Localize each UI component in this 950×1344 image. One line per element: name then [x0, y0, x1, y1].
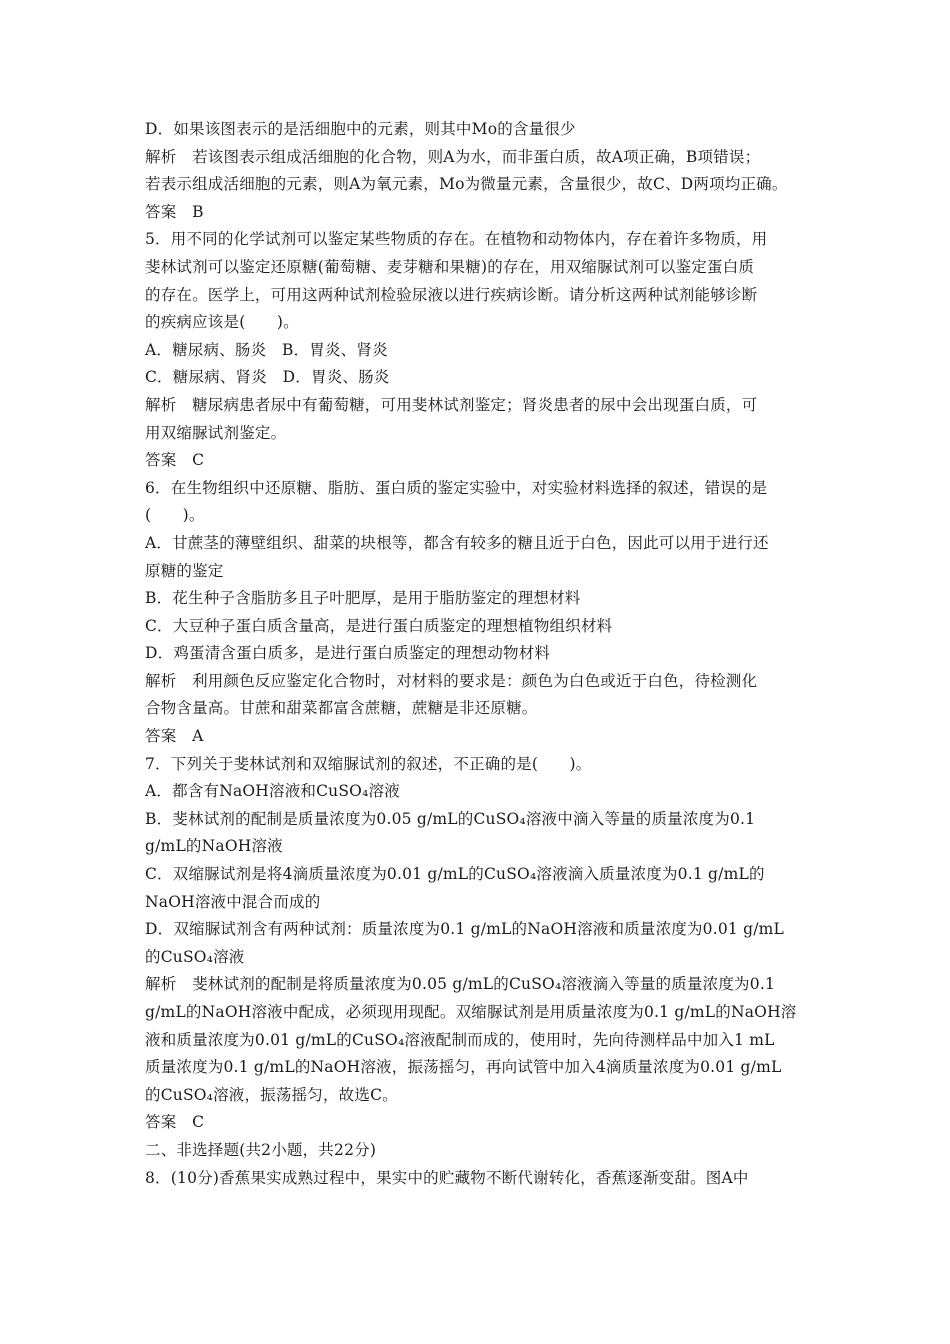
- option-line: C．大豆种子蛋白质含量高，是进行蛋白质鉴定的理想植物组织材料: [145, 616, 613, 635]
- text-line: 的CuSO₄溶液: [145, 947, 245, 966]
- text-line: 若表示组成活细胞的元素，则A为氧元素，Mo为微量元素，含量很少，故C、D两项均正确。: [145, 175, 788, 194]
- question-7-line: 7．下列关于斐林试剂和双缩脲试剂的叙述，不正确的是( )。: [145, 754, 592, 773]
- answer-line: 答案 B: [145, 202, 204, 221]
- option-line: B．斐林试剂的配制是质量浓度为0.05 g/mL的CuSO₄溶液中滴入等量的质量浓度为0.1: [145, 809, 756, 828]
- text-line: NaOH溶液中混合而成的: [145, 892, 321, 911]
- option-line: B．花生种子含脂肪多且子叶肥厚，是用于脂肪鉴定的理想材料: [145, 589, 581, 608]
- text-line: 质量浓度为0.1 g/mL的NaOH溶液，振荡摇匀，再向试管中加入4滴质量浓度为0.01 g/mL: [145, 1058, 782, 1077]
- text-line: 用双缩脲试剂鉴定。: [145, 423, 287, 442]
- text-line: D．如果该图表示的是活细胞中的元素，则其中Mo的含量很少: [145, 120, 576, 138]
- analysis-line: 解析 利用颜色反应鉴定化合物时，对材料的要求是：颜色为白色或近于白色，待检测化: [145, 671, 758, 690]
- text-line: 合物含量高。甘蔗和甜菜都富含蔗糖，蔗糖是非还原糖。: [145, 699, 538, 718]
- option-line: C．糖尿病、肾炎 D．胃炎、肠炎: [145, 368, 390, 387]
- text-line: 原糖的鉴定: [145, 561, 224, 580]
- option-line: D．双缩脲试剂含有两种试剂：质量浓度为0.1 g/mL的NaOH溶液和质量浓度为0.01 g/mL: [145, 920, 785, 939]
- text-line: 的存在。医学上，可用这两种试剂检验尿液以进行疾病诊断。请分析这两种试剂能够诊断: [145, 285, 758, 304]
- question-5-line: 5．用不同的化学试剂可以鉴定某些物质的存在。在植物和动物体内，存在着许多物质，用: [145, 230, 768, 249]
- option-line: A．甘蔗茎的薄壁组织、甜菜的块根等，都含有较多的糖且近于白色，因此可以用于进行还: [145, 533, 769, 552]
- answer-line: 答案 C: [145, 451, 205, 470]
- option-line: A．都含有NaOH溶液和CuSO₄溶液: [145, 782, 400, 801]
- answer-line: 答案 C: [145, 1113, 205, 1132]
- option-line: D．鸡蛋清含蛋白质多，是进行蛋白质鉴定的理想动物材料: [145, 644, 551, 663]
- text-line: 的CuSO₄溶液，振荡摇匀，故选C。: [145, 1085, 398, 1104]
- analysis-line: 解析 糖尿病患者尿中有葡萄糖，可用斐林试剂鉴定；肾炎患者的尿中会出现蛋白质，可: [145, 395, 758, 414]
- text-line: g/mL的NaOH溶液: [145, 837, 283, 856]
- option-line: C．双缩脲试剂是将4滴质量浓度为0.01 g/mL的CuSO₄溶液滴入质量浓度为0.1 g/mL的: [145, 865, 765, 884]
- text-line: 解析 若该图表示组成活细胞的化合物，则A为水，而非蛋白质，故A项正确，B项错误；: [145, 147, 761, 166]
- question-6-line: 6．在生物组织中还原糖、脂肪、蛋白质的鉴定实验中，对实验材料选择的叙述，错误的是: [145, 478, 768, 497]
- text-line: g/mL的NaOH溶液中配成，必须现用现配。双缩脲试剂是用质量浓度为0.1 g/mL的NaOH溶: [145, 1003, 797, 1021]
- analysis-line: 解析 斐林试剂的配制是将质量浓度为0.05 g/mL的CuSO₄溶液滴入等量的质量浓度为0.1: [145, 975, 776, 994]
- answer-line: 答案 A: [145, 727, 204, 746]
- text-line: ( )。: [145, 506, 205, 525]
- text-line: 斐林试剂可以鉴定还原糖(葡萄糖、麦芽糖和果糖)的存在，用双缩脲试剂可以鉴定蛋白质: [145, 257, 755, 276]
- option-line: A．糖尿病、肠炎 B．胃炎、肾炎: [145, 340, 388, 359]
- section-heading: 二、非选择题(共2小题，共22分): [145, 1140, 377, 1159]
- text-line: 的疾病应该是( )。: [145, 313, 299, 332]
- question-8-line: 8．(10分)香蕉果实成熟过程中，果实中的贮藏物不断代谢转化，香蕉逐渐变甜。图A中: [145, 1168, 749, 1187]
- document-page: [145, 116, 815, 1192]
- text-line: 液和质量浓度为0.01 g/mL的CuSO₄溶液配制而成的，使用时，先向待测样品中加入1 mL: [145, 1030, 775, 1049]
